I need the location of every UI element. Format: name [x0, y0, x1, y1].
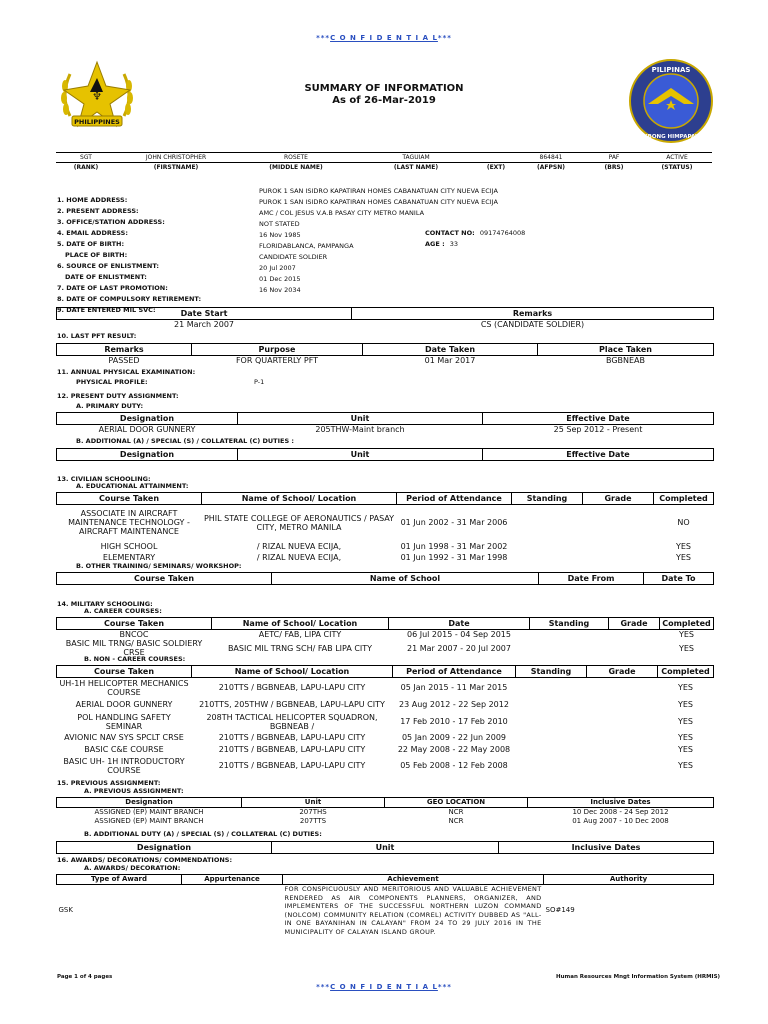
col-header: Place Taken: [538, 344, 714, 356]
person-labels-row: [56, 162, 712, 171]
info-value: 16 Nov 2034: [259, 286, 301, 294]
cell: YES: [677, 733, 694, 742]
info-label: 6. SOURCE OF ENLISTMENT:: [57, 262, 160, 270]
table-row: [57, 808, 714, 818]
subsection-title: A. PREVIOUS ASSIGNMENT:: [84, 787, 184, 795]
cell: BASIC MIL TRNG SCH/ FAB LIPA CITY: [227, 643, 373, 653]
svg-text:♆: ♆: [92, 90, 102, 103]
col-header: Remarks: [57, 344, 192, 356]
seal-bottom-text: HUKBONG HIMPAPAWID: [634, 134, 708, 140]
cell: FOR QUARTERLY PFT: [235, 356, 319, 365]
col-header: Period of Attendance: [393, 666, 516, 678]
cell: YES: [675, 552, 692, 562]
col-header: Date: [389, 618, 530, 630]
lastname-label: (LAST NAME): [393, 164, 439, 171]
cell: 05 Jan 2009 - 22 Jun 2009: [401, 733, 507, 742]
table-row: [57, 425, 714, 435]
col-header: Date From: [539, 573, 644, 585]
cell: NCR: [448, 817, 464, 825]
info-row: [57, 187, 717, 204]
conf-stars: ***: [316, 983, 331, 991]
cell: [182, 885, 283, 937]
col-header: Authority: [544, 875, 714, 885]
cell: / RIZAL NUEVA ECIJA,: [256, 541, 342, 551]
cell: 01 Aug 2007 - 10 Dec 2008: [572, 817, 669, 825]
cell: [587, 756, 658, 776]
col-header: Remarks: [352, 308, 714, 320]
cell: [587, 744, 658, 756]
col-header: Course Taken: [57, 666, 192, 678]
cell: 05 Jan 2015 - 11 Mar 2015: [400, 683, 508, 693]
info-value: 16 Nov 1985: [259, 231, 301, 239]
cell: [609, 630, 660, 640]
status-value: ACTIVE: [666, 154, 688, 161]
mil-svc-table: [56, 307, 714, 329]
cell: 210TTS / BGBNEAB, LAPU-LAPU CITY: [218, 761, 366, 770]
col-header: Unit: [238, 449, 483, 461]
additional-duty-prev-table: [56, 841, 714, 854]
cell: 210TTS, 205THW / BGBNEAB, LAPU-LAPU CITY: [199, 700, 385, 709]
col-header: Unit: [238, 413, 483, 425]
conf-stars: ***: [316, 34, 331, 42]
cell: NO: [677, 518, 690, 528]
age-value: 33: [449, 240, 459, 248]
pft-table: [56, 343, 714, 365]
awards-table: [56, 874, 714, 936]
col-header: Effective Date: [483, 413, 714, 425]
ext-label: (EXT): [486, 164, 506, 171]
cell: 21 Mar 2007 - 20 Jul 2007: [407, 643, 511, 653]
col-header: Period of Attendance: [397, 493, 512, 505]
table-row: [57, 541, 714, 552]
info-row: [57, 286, 717, 303]
physical-profile-label: PHYSICAL PROFILE:: [76, 378, 148, 386]
table-row: [57, 630, 714, 640]
seal-top-text: PILIPINAS: [651, 66, 691, 74]
cell: [512, 552, 583, 563]
middlename-value: ROSETE: [284, 154, 308, 161]
cell: UH-1H HELICOPTER MECHANICS COURSE: [59, 678, 189, 697]
ext-value: [476, 154, 516, 161]
cell: [609, 639, 660, 657]
info-value: NOT STATED: [259, 220, 300, 228]
cell: 21 March 2007: [173, 320, 234, 329]
info-value: CANDIDATE SOLDIER: [259, 253, 328, 261]
cell: [516, 678, 587, 698]
table-row: [57, 320, 714, 330]
col-header: Grade: [587, 666, 658, 678]
cell: ASSIGNED (EP) MAINT BRANCH: [94, 808, 204, 816]
cell: YES: [678, 630, 695, 639]
conf-word: C O N F I D E N T I A L: [330, 34, 438, 42]
col-header: Unit: [242, 798, 385, 808]
cell: AERIAL DOOR GUNNERY: [98, 425, 196, 434]
other-training-table: [56, 572, 714, 585]
firstname-label: (FIRSTNAME): [153, 164, 199, 171]
info-label: 5. DATE OF BIRTH:: [57, 240, 125, 248]
cell: [530, 630, 609, 640]
col-header: Name of School: [272, 573, 539, 585]
section-title: 15. PREVIOUS ASSIGNMENT:: [57, 779, 161, 787]
info-label: DATE OF ENLISTMENT:: [65, 273, 147, 281]
cell: 205THW-Maint branch: [315, 425, 405, 434]
col-header: Designation: [57, 413, 238, 425]
col-header: Date Taken: [363, 344, 538, 356]
cell: POL HANDLING SAFETY SEMINAR: [77, 712, 171, 731]
cell: YES: [678, 643, 695, 653]
subsection-title: A. PRIMARY DUTY:: [76, 402, 144, 410]
brs-value: PAF: [608, 154, 620, 161]
table-row: [57, 885, 714, 937]
cell: 207TTS: [299, 817, 327, 825]
cell: [587, 732, 658, 744]
firstname-value: JOHN CHRISTOPHER: [145, 154, 207, 161]
col-header: GEO LOCATION: [385, 798, 528, 808]
col-header: Effective Date: [483, 449, 714, 461]
cell: [512, 505, 583, 541]
cell: [512, 541, 583, 552]
cell: AERIAL DOOR GUNNERY: [75, 700, 173, 709]
cell: PHIL STATE COLLEGE OF AERONAUTICS / PASAY CITY, METRO MANILA: [203, 513, 395, 532]
cell: YES: [677, 700, 694, 709]
cell: HIGH SCHOOL: [100, 541, 158, 551]
col-header: Course Taken: [57, 618, 212, 630]
non-career-courses-table: [56, 665, 714, 776]
info-value: PUROK 1 SAN ISIDRO KAPATIRAN HOMES CABANATUAN CITY NUEVA ECIJA: [259, 187, 498, 195]
education-table: [56, 492, 714, 563]
conf-stars: ***: [437, 983, 452, 991]
cell: 22 May 2008 - 22 May 2008: [397, 745, 511, 754]
afpsn-value: 864841: [539, 154, 563, 161]
col-header: Appurtenance: [182, 875, 283, 885]
cell: [516, 712, 587, 732]
subsection-title: B. ADDITIONAL (A) / SPECIAL (S) / COLLATERAL (C) DUTIES :: [76, 437, 294, 445]
subsection-title: A. AWARDS/ DECORATION:: [84, 864, 181, 872]
section-title: 10. LAST PFT RESULT:: [57, 332, 137, 340]
col-header: Name of School/ Location: [202, 493, 397, 505]
col-header: Completed: [654, 493, 714, 505]
info-value: 01 Dec 2015: [259, 275, 301, 283]
cell: ELEMENTARY: [102, 552, 156, 562]
col-header: Grade: [609, 618, 660, 630]
cell: [587, 698, 658, 712]
cell: BASIC UH- 1H INTRODUCTORY COURSE: [63, 756, 185, 775]
table-row: [57, 817, 714, 826]
info-label: 8. DATE OF COMPULSORY RETIREMENT:: [57, 295, 202, 303]
info-value: 20 Jul 2007: [259, 264, 296, 272]
cell: AVIONIC NAV SYS SPCLT CRSE: [64, 733, 184, 742]
subsection-title: B. NON - CAREER COURSES:: [84, 655, 186, 663]
cell: 23 Aug 2012 - 22 Sep 2012: [399, 700, 509, 709]
col-header: Date Start: [57, 308, 352, 320]
col-header: Completed: [658, 666, 714, 678]
middlename-label: (MIDDLE NAME): [269, 164, 323, 171]
cell: 207THS: [299, 808, 327, 816]
section-title: 14. MILITARY SCHOOLING:: [57, 600, 153, 608]
afpsn-label: (AFPSN): [537, 164, 565, 171]
col-header: Unit: [272, 842, 499, 854]
contact-label: CONTACT NO:: [425, 229, 475, 237]
table-row: [57, 732, 714, 744]
section-title: 13. CIVILIAN SCHOOLING:: [57, 475, 151, 483]
col-header: Name of School/ Location: [212, 618, 389, 630]
info-label: PLACE OF BIRTH:: [65, 251, 128, 259]
info-label: 3. OFFICE/STATION ADDRESS:: [57, 218, 165, 226]
page-title: SUMMARY OF INFORMATION: [304, 83, 464, 94]
seal-banner-text: PHILIPPINES: [74, 118, 120, 126]
col-header: Completed: [660, 618, 714, 630]
conf-stars: ***: [437, 34, 452, 42]
cell: YES: [677, 745, 694, 754]
cell: YES: [677, 717, 694, 726]
table-row: [57, 505, 714, 541]
table-row: [57, 756, 714, 776]
cell: 01 Mar 2017: [424, 356, 476, 365]
page-subtitle: As of 26-Mar-2019: [332, 95, 436, 106]
confidential-header: [0, 34, 768, 42]
cell: [516, 698, 587, 712]
cell: YES: [677, 761, 694, 770]
section-title: 11. ANNUAL PHYSICAL EXAMINATION:: [57, 368, 196, 376]
cell: GSK: [58, 906, 73, 914]
info-label: 9. DATE ENTERED MIL SVC:: [57, 306, 156, 314]
rank-label: (RANK): [73, 164, 99, 171]
cell: [530, 639, 609, 657]
cell: YES: [675, 541, 692, 551]
age-label: AGE :: [425, 240, 445, 248]
previous-assignment-table: [56, 797, 714, 826]
col-header: Standing: [516, 666, 587, 678]
career-courses-table: [56, 617, 714, 657]
cell: 210TTS / BGBNEAB, LAPU-LAPU CITY: [218, 683, 366, 693]
info-value: PUROK 1 SAN ISIDRO KAPATIRAN HOMES CABANATUAN CITY NUEVA ECIJA: [259, 198, 498, 206]
brs-label: (BRS): [604, 164, 624, 171]
col-header: Designation: [57, 449, 238, 461]
col-header: Designation: [57, 842, 272, 854]
info-label: 7. DATE OF LAST PROMOTION:: [57, 284, 168, 292]
cell: ASSOCIATE IN AIRCRAFT MAINTENANCE TECHNOLOGY - AIRCRAFT MAINTENANCE: [68, 509, 190, 537]
cell: 25 Sep 2012 - Present: [553, 425, 643, 434]
cell: NCR: [448, 808, 464, 816]
col-header: Purpose: [192, 344, 363, 356]
col-header: Achievement: [283, 875, 544, 885]
lastname-value: TAGUIAM: [402, 154, 430, 161]
subsection-title: A. CAREER COURSES:: [84, 607, 162, 615]
cell: [587, 678, 658, 698]
cell: 01 Jun 2002 - 31 Mar 2006: [400, 518, 508, 528]
col-header: Date To: [644, 573, 714, 585]
col-header: Course Taken: [57, 493, 202, 505]
cell: BASIC MIL TRNG/ BASIC SOLDIERY CRSE: [65, 639, 203, 657]
cell: PASSED: [108, 356, 140, 365]
section-title: 16. AWARDS/ DECORATIONS/ COMMENDATIONS:: [57, 856, 233, 864]
col-header: Course Taken: [57, 573, 272, 585]
contact-value: 09174764008: [479, 229, 526, 237]
cell: 210TTS / BGBNEAB, LAPU-LAPU CITY: [218, 733, 366, 742]
subsection-title: A. EDUCATIONAL ATTAINMENT:: [76, 482, 189, 490]
confidential-footer: [0, 983, 768, 991]
table-row: [57, 552, 714, 563]
col-header: Type of Award: [57, 875, 182, 885]
table-row: [57, 744, 714, 756]
cell: BGBNEAB: [605, 356, 646, 365]
page-number: Page 1 of 4 pages: [57, 974, 113, 980]
physical-profile-value: P-1: [254, 378, 265, 386]
cell: [583, 505, 654, 541]
info-label: 1. HOME ADDRESS:: [57, 196, 128, 204]
cell: BNCOC: [119, 630, 149, 639]
info-value: FLORIDABLANCA, PAMPANGA: [259, 242, 354, 250]
conf-word: C O N F I D E N T I A L: [330, 983, 438, 991]
cell: ASSIGNED (EP) MAINT BRANCH: [94, 817, 204, 825]
cell: [516, 744, 587, 756]
col-header: Standing: [530, 618, 609, 630]
cell: YES: [677, 683, 694, 693]
cell: [516, 732, 587, 744]
cell: 10 Dec 2008 - 24 Sep 2012: [572, 808, 669, 816]
cell: 01 Jun 1992 - 31 Mar 1998: [400, 552, 508, 562]
subsection-title: B. OTHER TRAINING/ SEMINARS/ WORKSHOP:: [76, 562, 242, 570]
person-values-row: [56, 152, 712, 161]
system-name: Human Resources Mngt Information System (HRMIS): [556, 974, 721, 980]
cell: 210TTS / BGBNEAB, LAPU-LAPU CITY: [218, 745, 366, 754]
cell: SO#149: [545, 906, 575, 914]
col-header: Grade: [583, 493, 654, 505]
table-row: [57, 712, 714, 732]
cell: / RIZAL NUEVA ECIJA,: [256, 552, 342, 562]
cell: [583, 541, 654, 552]
section-title: 12. PRESENT DUTY ASSIGNMENT:: [57, 392, 179, 400]
info-label: 2. PRESENT ADDRESS:: [57, 207, 139, 215]
cell: [583, 552, 654, 563]
cell: 208TH TACTICAL HELICOPTER SQUADRON, BGBNEAB /: [206, 712, 378, 731]
cell: 01 Jun 1998 - 31 Mar 2002: [400, 541, 508, 551]
info-label: 4. EMAIL ADDRESS:: [57, 229, 128, 237]
col-header: Standing: [512, 493, 583, 505]
rank-value: SGT: [80, 154, 92, 161]
col-header: Designation: [57, 798, 242, 808]
info-value: AMC / COL JESUS V.A.B PASAY CITY METRO MANILA: [259, 209, 425, 217]
status-label: (STATUS): [661, 164, 693, 171]
col-header: Name of School/ Location: [192, 666, 393, 678]
cell: 05 Feb 2008 - 12 Feb 2008: [400, 761, 508, 770]
cell: 06 Jul 2015 - 04 Sep 2015: [407, 630, 511, 639]
cell: AETC/ FAB, LIPA CITY: [258, 630, 342, 639]
col-header: Inclusive Dates: [528, 798, 714, 808]
cell: BASIC C&E COURSE: [84, 745, 164, 754]
subsection-title: B. ADDITIONAL DUTY (A) / SPECIAL (S) / COLLATERAL (C) DUTIES:: [84, 830, 322, 838]
primary-duty-table: [56, 412, 714, 434]
col-header: Inclusive Dates: [499, 842, 714, 854]
cell: [587, 712, 658, 732]
table-row: [57, 698, 714, 712]
cell: CS (CANDIDATE SOLDIER): [480, 320, 585, 329]
table-row: [57, 356, 714, 366]
cell: 17 Feb 2010 - 17 Feb 2010: [400, 717, 508, 726]
table-row: [57, 678, 714, 698]
additional-duty-table: [56, 448, 714, 461]
cell: FOR CONSPICUOUSLY AND MERITORIOUS AND VALUABLE ACHIEVEMENT RENDERED AS AIR COMPONENTS PLANNERS, ORGANIZER, AND IMPLEMENTERS OF THE SUCCESSFUL NORTHERN LUZON COMMAND (NOLCOM) COMMUNITY RELATION (COMREL) ACTIVITY DUBBED AS "ALL-IN ONE BAYANIHAN IN CALAYAN" FROM 24 TO 29 JULY 2016 IN THE MUNICIPALITY OF CALAYAN ISLAND GROUP.: [284, 885, 542, 936]
cell: [516, 756, 587, 776]
